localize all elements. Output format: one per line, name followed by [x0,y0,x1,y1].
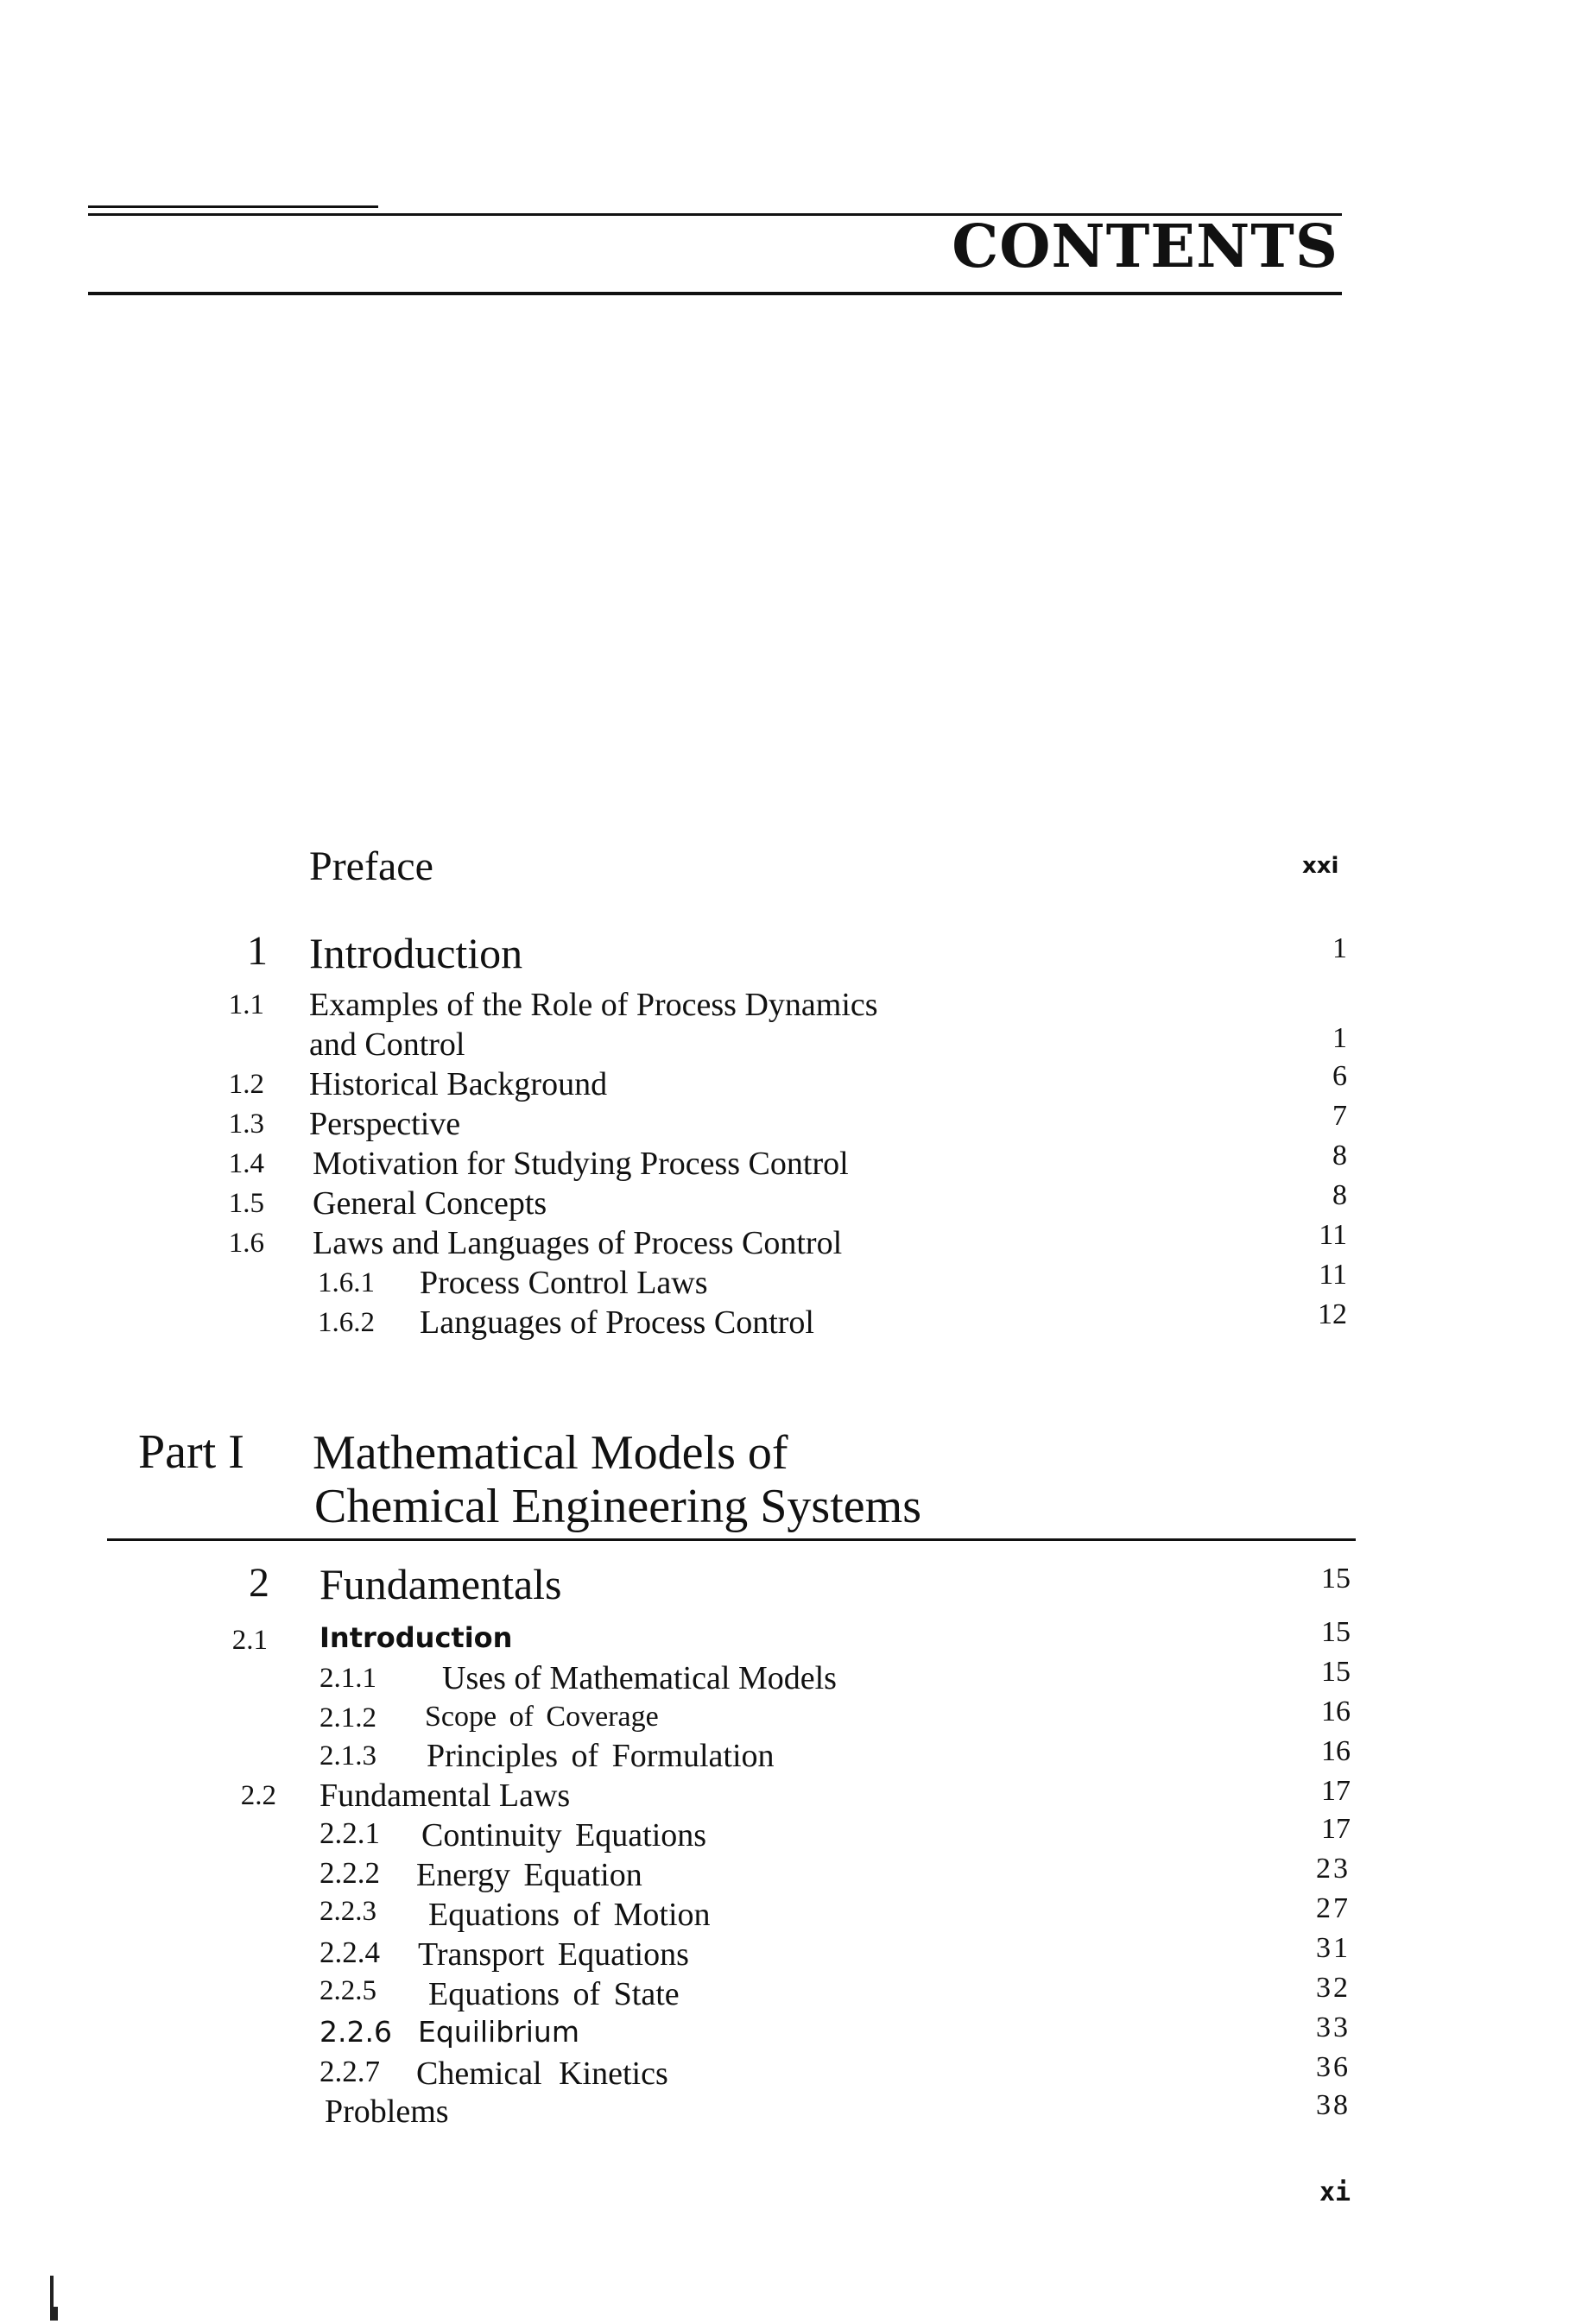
toc-section-title: Perspective [309,1106,461,1142]
part-rule [107,1538,1356,1541]
toc-section-number: 2.2 [240,1780,276,1811]
toc-subsection-number: 2.2.4 [319,1936,380,1969]
toc-section-page: 17 [1321,1775,1351,1807]
toc-section-page: 1 [1332,1022,1347,1054]
page-number: xi [1319,2177,1351,2207]
toc-section-number: 1.2 [228,1069,264,1100]
toc-problems-title: Problems [325,2093,449,2130]
toc-subsection-number: 1.6.2 [318,1307,375,1338]
toc-section-page: 6 [1332,1060,1347,1092]
toc-subsection-page: 31 [1316,1932,1351,1964]
toc-subsection-page: 23 [1316,1853,1351,1885]
toc-subsection-page: 32 [1316,1972,1351,2004]
toc-section-title: Fundamental Laws [319,1778,571,1814]
toc-subsection-page: 17 [1321,1813,1351,1845]
toc-subsection-title: Equations of Motion [428,1897,711,1933]
toc-part-title-line2: Chemical Engineering Systems [314,1480,921,1533]
toc-chapter-page: 1 [1332,932,1347,964]
toc-subsection-title: Uses of Mathematical Models [442,1660,837,1696]
toc-subsection-number: 1.6.1 [318,1267,375,1298]
toc-subsection-page: 36 [1316,2051,1351,2083]
page-title: CONTENTS [952,212,1338,281]
toc-subsection-title: Equilibrium [418,2015,579,2049]
toc-subsection-number: 2.2.2 [319,1856,380,1890]
toc-section-title: Motivation for Studying Process Control [313,1146,849,1182]
toc-section-number: 1.1 [228,989,264,1020]
toc-section-title: Laws and Languages of Process Control [313,1225,843,1261]
toc-subsection-title: Energy Equation [416,1857,642,1893]
toc-subsection-number: 2.2.3 [319,1896,376,1927]
toc-subsection-page: 27 [1316,1892,1351,1924]
toc-subsection-page: 33 [1316,2011,1351,2043]
toc-section-title: Introduction [319,1621,513,1654]
toc-section-number: 2.1 [231,1625,268,1656]
toc-chapter-number: 2 [249,1560,269,1606]
toc-subsection-number: 2.2.5 [319,1975,376,2006]
toc-chapter-number: 1 [247,928,268,974]
toc-subsection-page: 11 [1319,1259,1347,1291]
toc-subsection-page: 15 [1321,1656,1351,1688]
toc-section-page: 8 [1332,1140,1347,1171]
toc-subsection-title: Scope of Coverage [425,1701,659,1733]
toc-subsection-page: 16 [1321,1735,1351,1767]
toc-section-number: 1.5 [228,1188,264,1219]
toc-problems-page: 38 [1316,2089,1351,2121]
toc-preface-title: Preface [309,843,433,889]
toc-part-label: Part I [138,1425,244,1479]
toc-subsection-number: 2.1.2 [319,1702,376,1734]
header-rule-short [88,205,378,208]
toc-subsection-page: 12 [1318,1298,1347,1330]
toc-subsection-title: Process Control Laws [420,1265,708,1301]
toc-subsection-page: 16 [1321,1696,1351,1727]
toc-section-title: Examples of the Role of Process Dynamics [309,987,878,1023]
scan-mark-tail [54,2307,58,2321]
toc-subsection-title: Continuity Equations [421,1817,707,1854]
toc-subsection-number: 2.2.6 [319,2015,392,2049]
toc-chapter-page: 15 [1321,1563,1351,1595]
toc-subsection-title: Chemical Kinetics [416,2056,668,2092]
toc-preface-page: xxi [1302,853,1339,879]
toc-subsection-title: Principles of Formulation [427,1738,775,1774]
toc-subsection-title: Languages of Process Control [420,1304,814,1341]
toc-subsection-number: 2.1.3 [319,1740,376,1771]
toc-section-page: 7 [1332,1100,1347,1132]
toc-subsection-number: 2.2.1 [319,1816,380,1850]
toc-section-number: 1.4 [228,1148,264,1179]
toc-part-title-line1: Mathematical Models of [313,1426,788,1480]
toc-section-number: 1.6 [228,1228,264,1259]
toc-section-title-cont: and Control [309,1026,465,1063]
toc-chapter-title: Fundamentals [319,1560,562,1608]
toc-section-page: 11 [1319,1219,1347,1251]
toc-section-page: 15 [1321,1616,1351,1648]
toc-section-page: 8 [1332,1179,1347,1211]
toc-section-title: General Concepts [313,1185,547,1222]
toc-section-number: 1.3 [228,1108,264,1140]
toc-subsection-title: Equations of State [428,1976,680,2012]
toc-subsection-number: 2.1.1 [319,1663,376,1694]
toc-chapter-title: Introduction [309,929,523,977]
toc-subsection-title: Transport Equations [418,1936,689,1973]
header-rule-bottom [88,292,1342,295]
toc-section-title: Historical Background [309,1066,608,1102]
toc-subsection-number: 2.2.7 [319,2055,380,2088]
